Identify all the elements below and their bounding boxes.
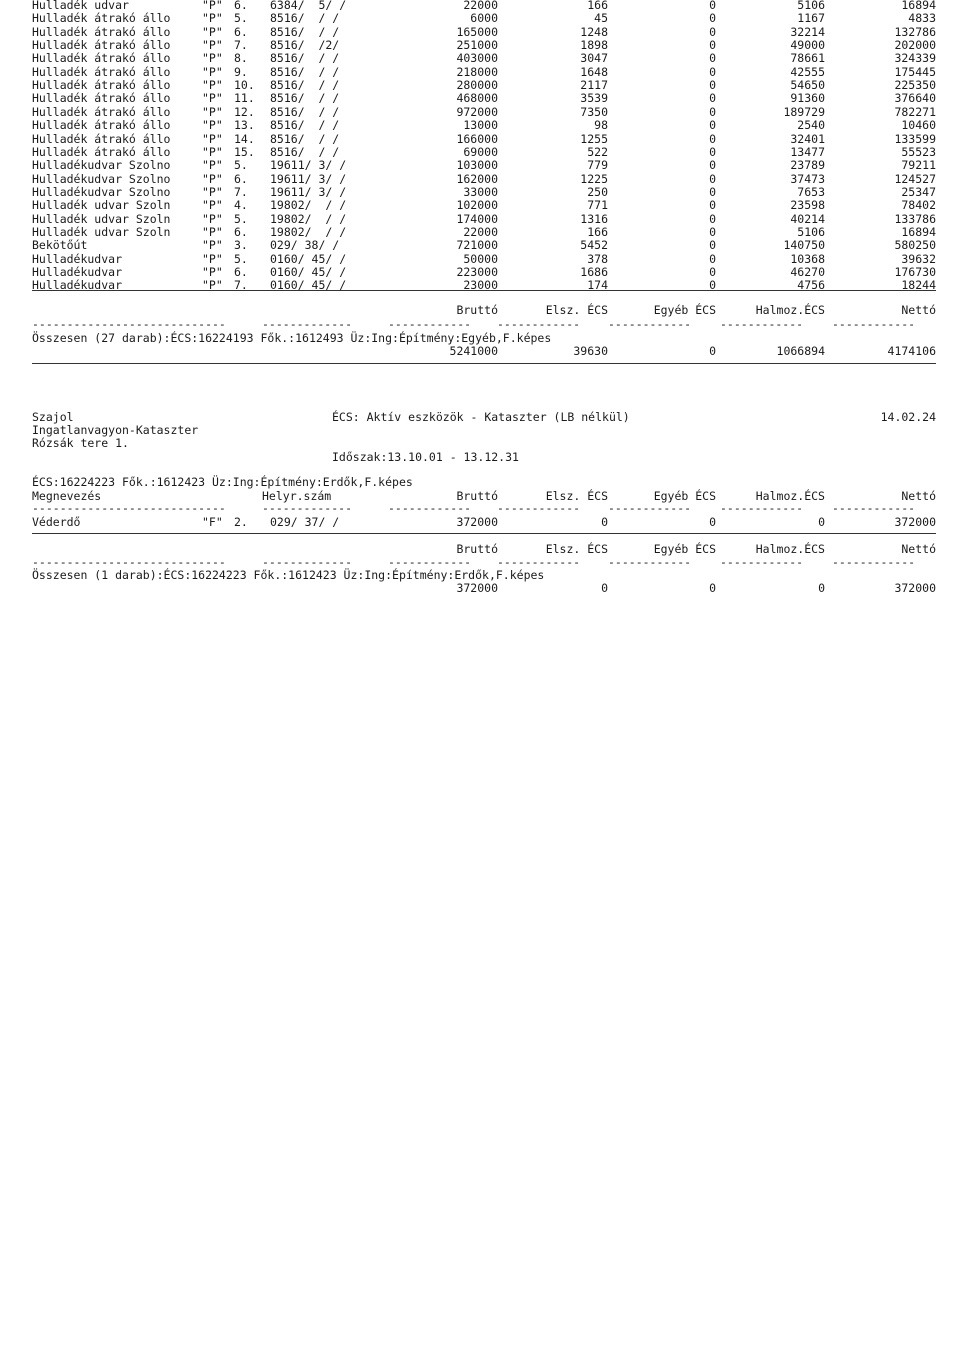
asset-number: 5. [234, 158, 248, 173]
cell-elsz-ecs: 5452 [580, 238, 608, 253]
cell-netto: 16894 [901, 0, 936, 12]
header-elsz-ecs: Elsz. ÉCS [545, 489, 608, 503]
cell-elsz-ecs: 7350 [580, 104, 608, 119]
table-row [0, 92, 960, 105]
asset-type: "P" [202, 198, 223, 213]
cell-halmoz-ecs: 189729 [783, 104, 825, 119]
asset-number: 12. [234, 104, 255, 119]
asset-hrsz: 8516/ / / [270, 51, 340, 66]
report-title: ÉCS: Aktív eszközök - Kataszter (LB nélkül) [332, 410, 630, 424]
table-bottom-rule [32, 290, 936, 291]
asset-hrsz: 8516/ / / [270, 24, 340, 39]
asset-name: Hulladék átrakó állo [32, 131, 171, 146]
cell-egyeb-ecs: 0 [709, 64, 716, 79]
table-row [0, 253, 960, 266]
table-row [0, 186, 960, 199]
table-row [0, 213, 960, 226]
category-text: ÉCS:16224223 Fők.:1612423 Üz:Ing:Építmény:Erdők,F.képes [32, 475, 413, 489]
asset-type: "P" [202, 265, 223, 279]
total-halmoz-ecs: 0 [818, 581, 825, 595]
asset-name: Hulladékudvar [32, 265, 123, 279]
asset-number: 7. [234, 184, 248, 199]
header-netto: Nettó [901, 489, 936, 503]
asset-number: 11. [234, 91, 255, 106]
table-row [0, 146, 960, 159]
summary-text: Összesen (27 darab):ÉCS:16224193 Fők.:1612493 Üz:Ing:Építmény:Egyéb,F.képes [32, 331, 552, 345]
header-netto: Nettó [901, 542, 936, 556]
cell-egyeb-ecs: 0 [709, 104, 716, 119]
row-rule [32, 533, 936, 534]
cell-netto: 39632 [901, 251, 936, 266]
cell-brutto: 166000 [456, 131, 498, 146]
cell-egyeb-ecs: 0 [709, 265, 716, 279]
asset-hrsz: 19611/ 3/ / [270, 171, 347, 186]
cell-halmoz-ecs: 40214 [790, 211, 825, 226]
cell-halmoz-ecs: 42555 [790, 64, 825, 79]
cell-elsz-ecs: 98 [594, 118, 608, 133]
asset-number: 2. [234, 515, 248, 529]
cell-elsz-ecs: 174 [587, 278, 608, 293]
cell-halmoz-ecs: 91360 [790, 91, 825, 106]
asset-type: "P" [202, 91, 223, 106]
asset-type: "P" [202, 131, 223, 146]
asset-name: Hulladékudvar Szolno [32, 184, 171, 199]
table-row [0, 106, 960, 119]
cell-brutto: 223000 [456, 265, 498, 279]
cell-egyeb-ecs: 0 [709, 515, 716, 529]
header-brutto: Bruttó [456, 489, 498, 503]
table-row [0, 516, 960, 529]
asset-name: Hulladék udvar Szoln [32, 224, 171, 239]
asset-hrsz: 19802/ / / [270, 224, 347, 239]
dash-segment: ------------ [720, 317, 804, 331]
dash-segment: ------------ [388, 501, 472, 515]
dash-segment: ------------ [720, 501, 804, 515]
asset-number: 3. [234, 238, 248, 253]
cell-halmoz-ecs: 78661 [790, 51, 825, 66]
asset-name: Hulladék átrakó állo [32, 104, 171, 119]
asset-name: Véderdő [32, 515, 81, 529]
dash-segment: ------------ [497, 555, 581, 569]
asset-name: Hulladék átrakó állo [32, 64, 171, 79]
table-row [0, 239, 960, 252]
header-brutto: Bruttó [456, 542, 498, 556]
asset-number: 7. [234, 38, 248, 53]
asset-hrsz: 8516/ / / [270, 144, 340, 159]
asset-name: Hulladék átrakó állo [32, 91, 171, 106]
cell-brutto: 162000 [456, 171, 498, 186]
asset-number: 6. [234, 171, 248, 186]
table-row [0, 119, 960, 132]
section-end-rule [32, 363, 936, 364]
asset-number: 6. [234, 0, 248, 12]
cell-halmoz-ecs: 54650 [790, 78, 825, 93]
asset-number: 6. [234, 24, 248, 39]
dash-segment: ------------ [608, 555, 692, 569]
cell-netto: 4833 [908, 11, 936, 26]
cell-elsz-ecs: 1898 [580, 38, 608, 53]
cell-netto: 18244 [901, 278, 936, 293]
asset-name: Hulladék átrakó állo [32, 144, 171, 159]
dash-segment: ---------------------------- [32, 317, 226, 331]
asset-type: "P" [202, 251, 223, 266]
asset-number: 6. [234, 265, 248, 279]
summary-column-headers-1 [0, 304, 960, 317]
cell-netto: 372000 [894, 515, 936, 529]
cell-halmoz-ecs: 46270 [790, 265, 825, 279]
dash-segment: ------------ [388, 555, 472, 569]
cell-elsz-ecs: 0 [601, 515, 608, 529]
cell-netto: 176730 [894, 265, 936, 279]
asset-hrsz: 8516/ / / [270, 118, 340, 133]
cell-brutto: 721000 [456, 238, 498, 253]
asset-type: "P" [202, 171, 223, 186]
cell-egyeb-ecs: 0 [709, 171, 716, 186]
asset-number: 7. [234, 278, 248, 293]
asset-number: 5. [234, 211, 248, 226]
cell-elsz-ecs: 1648 [580, 64, 608, 79]
cell-halmoz-ecs: 4756 [797, 278, 825, 293]
cell-netto: 175445 [894, 64, 936, 79]
report-period: Időszak:13.10.01 - 13.12.31 [332, 450, 519, 464]
header-megnevezes: Megnevezés [32, 489, 102, 503]
asset-hrsz: 8516/ / / [270, 64, 340, 79]
cell-elsz-ecs: 3539 [580, 91, 608, 106]
asset-type: "F" [202, 515, 223, 529]
dash-segment: ------------ [388, 317, 472, 331]
cell-netto: 376640 [894, 91, 936, 106]
address: Rózsák tere 1. [32, 436, 129, 450]
cell-egyeb-ecs: 0 [709, 0, 716, 12]
header-halmoz-ecs: Halmoz.ÉCS [755, 542, 825, 556]
cell-brutto: 165000 [456, 24, 498, 39]
total-egyeb-ecs: 0 [709, 344, 716, 358]
asset-hrsz: 029/ 38/ / [270, 238, 340, 253]
total-brutto: 372000 [456, 581, 498, 595]
asset-hrsz: 19611/ 3/ / [270, 184, 347, 199]
cell-brutto: 251000 [456, 38, 498, 53]
summary-totals-2 [0, 582, 960, 595]
cell-egyeb-ecs: 0 [709, 118, 716, 133]
asset-type: "P" [202, 211, 223, 226]
cell-halmoz-ecs: 1167 [797, 11, 825, 26]
table-row [0, 52, 960, 65]
header-egyeb-ecs: Egyéb ÉCS [653, 489, 716, 503]
total-egyeb-ecs: 0 [709, 581, 716, 595]
asset-name: Hulladék átrakó állo [32, 78, 171, 93]
cell-elsz-ecs: 250 [587, 184, 608, 199]
cell-brutto: 218000 [456, 64, 498, 79]
header-netto: Nettó [901, 303, 936, 317]
dash-segment: ------------- [262, 317, 353, 331]
total-netto: 4174106 [887, 344, 936, 358]
cell-netto: 16894 [901, 224, 936, 239]
table-row [0, 159, 960, 172]
cell-halmoz-ecs: 49000 [790, 38, 825, 53]
dash-segment: ------------ [832, 501, 916, 515]
asset-hrsz: 8516/ / / [270, 104, 340, 119]
table-row [0, 226, 960, 239]
cell-elsz-ecs: 166 [587, 224, 608, 239]
table-row [0, 26, 960, 39]
cell-elsz-ecs: 45 [594, 11, 608, 26]
dash-segment: ---------------------------- [32, 555, 226, 569]
cell-elsz-ecs: 1255 [580, 131, 608, 146]
cell-halmoz-ecs: 2540 [797, 118, 825, 133]
cell-brutto: 6000 [470, 11, 498, 26]
cell-brutto: 22000 [463, 0, 498, 12]
table-row [0, 266, 960, 279]
table-row [0, 79, 960, 92]
asset-name: Hulladék udvar [32, 0, 129, 12]
cell-elsz-ecs: 1686 [580, 265, 608, 279]
dash-segment: ------------ [832, 555, 916, 569]
table-row [0, 12, 960, 25]
report-date: 14.02.24 [880, 410, 936, 424]
cell-egyeb-ecs: 0 [709, 11, 716, 26]
cell-egyeb-ecs: 0 [709, 158, 716, 173]
dash-segment: ------------ [608, 317, 692, 331]
cell-halmoz-ecs: 13477 [790, 144, 825, 159]
header-halmoz-ecs: Halmoz.ÉCS [755, 489, 825, 503]
asset-name: Hulladék udvar Szoln [32, 211, 171, 226]
table-row [0, 39, 960, 52]
cell-egyeb-ecs: 0 [709, 278, 716, 293]
asset-type: "P" [202, 0, 223, 12]
header-halmoz-ecs: Halmoz.ÉCS [755, 303, 825, 317]
asset-type: "P" [202, 158, 223, 173]
cell-egyeb-ecs: 0 [709, 78, 716, 93]
asset-hrsz: 0160/ 45/ / [270, 265, 347, 279]
cell-halmoz-ecs: 7653 [797, 184, 825, 199]
cell-egyeb-ecs: 0 [709, 198, 716, 213]
cell-egyeb-ecs: 0 [709, 51, 716, 66]
asset-number: 10. [234, 78, 255, 93]
table-row [0, 173, 960, 186]
cell-egyeb-ecs: 0 [709, 251, 716, 266]
header-brutto: Bruttó [456, 303, 498, 317]
summary-totals-1 [0, 345, 960, 358]
header-egyeb-ecs: Egyéb ÉCS [653, 542, 716, 556]
asset-name: Bekötőút [32, 238, 88, 253]
asset-type: "P" [202, 238, 223, 253]
dash-segment: ------------ [720, 555, 804, 569]
dashed-separator [0, 502, 960, 515]
cell-netto: 324339 [894, 51, 936, 66]
cell-elsz-ecs: 378 [587, 251, 608, 266]
asset-type: "P" [202, 24, 223, 39]
asset-name: Hulladék udvar Szoln [32, 198, 171, 213]
dash-segment: ------------ [608, 501, 692, 515]
asset-name: Hulladékudvar Szolno [32, 171, 171, 186]
cell-netto: 78402 [901, 198, 936, 213]
report-header-line-2 [0, 424, 960, 437]
cell-halmoz-ecs: 140750 [783, 238, 825, 253]
asset-hrsz: 0160/ 45/ / [270, 251, 347, 266]
cell-netto: 580250 [894, 238, 936, 253]
asset-hrsz: 0160/ 45/ / [270, 278, 347, 293]
cell-egyeb-ecs: 0 [709, 144, 716, 159]
asset-number: 6. [234, 224, 248, 239]
report-header-line-4 [0, 451, 960, 464]
cell-netto: 132786 [894, 24, 936, 39]
org-name: Szajol [32, 410, 74, 424]
dash-segment: ------------- [262, 501, 353, 515]
cell-halmoz-ecs: 5106 [797, 224, 825, 239]
asset-hrsz: 029/ 37/ / [270, 515, 340, 529]
cell-halmoz-ecs: 0 [818, 515, 825, 529]
cell-elsz-ecs: 779 [587, 158, 608, 173]
cell-netto: 124527 [894, 171, 936, 186]
cell-halmoz-ecs: 32214 [790, 24, 825, 39]
cell-elsz-ecs: 1316 [580, 211, 608, 226]
cell-netto: 225350 [894, 78, 936, 93]
cell-brutto: 23000 [463, 278, 498, 293]
table-row [0, 0, 960, 12]
cell-egyeb-ecs: 0 [709, 238, 716, 253]
cell-halmoz-ecs: 32401 [790, 131, 825, 146]
cell-brutto: 102000 [456, 198, 498, 213]
asset-hrsz: 8516/ / / [270, 91, 340, 106]
cell-elsz-ecs: 1248 [580, 24, 608, 39]
cell-egyeb-ecs: 0 [709, 211, 716, 226]
cell-elsz-ecs: 771 [587, 198, 608, 213]
cell-elsz-ecs: 1225 [580, 171, 608, 186]
cell-netto: 133786 [894, 211, 936, 226]
asset-type: "P" [202, 64, 223, 79]
cell-elsz-ecs: 3047 [580, 51, 608, 66]
summary-text: Összesen (1 darab):ÉCS:16224223 Fők.:1612423 Üz:Ing:Építmény:Erdők,F.képes [32, 568, 545, 582]
cell-brutto: 403000 [456, 51, 498, 66]
asset-hrsz: 19802/ / / [270, 198, 347, 213]
total-elsz-ecs: 39630 [573, 344, 608, 358]
asset-number: 15. [234, 144, 255, 159]
asset-type: "P" [202, 278, 223, 293]
asset-hrsz: 8516/ / / [270, 78, 340, 93]
asset-hrsz: 8516/ /2/ [270, 38, 340, 53]
asset-hrsz: 19611/ 3/ / [270, 158, 347, 173]
cell-halmoz-ecs: 23598 [790, 198, 825, 213]
cell-egyeb-ecs: 0 [709, 24, 716, 39]
cell-brutto: 972000 [456, 104, 498, 119]
asset-name: Hulladék átrakó állo [32, 51, 171, 66]
asset-name: Hulladék átrakó állo [32, 24, 171, 39]
header-elsz-ecs: Elsz. ÉCS [545, 542, 608, 556]
cell-brutto: 468000 [456, 91, 498, 106]
asset-type: "P" [202, 11, 223, 26]
dash-segment: ---------------------------- [32, 501, 226, 515]
cell-egyeb-ecs: 0 [709, 38, 716, 53]
cell-netto: 202000 [894, 38, 936, 53]
cell-brutto: 174000 [456, 211, 498, 226]
cell-egyeb-ecs: 0 [709, 131, 716, 146]
asset-hrsz: 19802/ / / [270, 211, 347, 226]
cell-netto: 25347 [901, 184, 936, 199]
cell-brutto: 372000 [456, 515, 498, 529]
cell-halmoz-ecs: 37473 [790, 171, 825, 186]
asset-number: 13. [234, 118, 255, 133]
cell-halmoz-ecs: 10368 [790, 251, 825, 266]
cell-elsz-ecs: 166 [587, 0, 608, 12]
cell-elsz-ecs: 522 [587, 144, 608, 159]
cell-egyeb-ecs: 0 [709, 224, 716, 239]
cell-brutto: 13000 [463, 118, 498, 133]
asset-hrsz: 8516/ / / [270, 131, 340, 146]
cell-egyeb-ecs: 0 [709, 91, 716, 106]
table-row [0, 199, 960, 212]
cell-netto: 79211 [901, 158, 936, 173]
report-header-line-3 [0, 437, 960, 450]
cell-halmoz-ecs: 5106 [797, 0, 825, 12]
asset-number: 8. [234, 51, 248, 66]
cell-netto: 133599 [894, 131, 936, 146]
cell-brutto: 103000 [456, 158, 498, 173]
dashed-separator [0, 318, 960, 331]
cell-brutto: 33000 [463, 184, 498, 199]
asset-name: Hulladék átrakó állo [32, 11, 171, 26]
asset-type: "P" [202, 224, 223, 239]
asset-type: "P" [202, 104, 223, 119]
asset-type: "P" [202, 118, 223, 133]
asset-number: 14. [234, 131, 255, 146]
cell-brutto: 50000 [463, 251, 498, 266]
cell-brutto: 22000 [463, 224, 498, 239]
asset-hrsz: 8516/ / / [270, 11, 340, 26]
asset-type: "P" [202, 38, 223, 53]
asset-number: 5. [234, 251, 248, 266]
asset-number: 4. [234, 198, 248, 213]
total-brutto: 5241000 [449, 344, 498, 358]
asset-name: Hulladékudvar Szolno [32, 158, 171, 173]
asset-type: "P" [202, 78, 223, 93]
total-netto: 372000 [894, 581, 936, 595]
dash-segment: ------------ [497, 317, 581, 331]
total-elsz-ecs: 0 [601, 581, 608, 595]
cell-netto: 55523 [901, 144, 936, 159]
dash-segment: ------------- [262, 555, 353, 569]
cell-halmoz-ecs: 23789 [790, 158, 825, 173]
dept-name: Ingatlanvagyon-Kataszter [32, 423, 199, 437]
asset-hrsz: 6384/ 5/ / [270, 0, 347, 12]
asset-number: 5. [234, 11, 248, 26]
category-line [0, 476, 960, 489]
table-row [0, 133, 960, 146]
header-elsz-ecs: Elsz. ÉCS [545, 303, 608, 317]
header-helyrszam: Helyr.szám [262, 489, 332, 503]
asset-type: "P" [202, 144, 223, 159]
asset-name: Hulladékudvar [32, 251, 123, 266]
total-halmoz-ecs: 1066894 [776, 344, 825, 358]
cell-elsz-ecs: 2117 [580, 78, 608, 93]
cell-netto: 782271 [894, 104, 936, 119]
asset-number: 9. [234, 64, 248, 79]
asset-name: Hulladék átrakó állo [32, 38, 171, 53]
cell-egyeb-ecs: 0 [709, 184, 716, 199]
asset-name: Hulladék átrakó állo [32, 118, 171, 133]
table-row [0, 66, 960, 79]
dash-segment: ------------ [832, 317, 916, 331]
cell-brutto: 69000 [463, 144, 498, 159]
cell-brutto: 280000 [456, 78, 498, 93]
dash-segment: ------------ [497, 501, 581, 515]
asset-type: "P" [202, 51, 223, 66]
asset-type: "P" [202, 184, 223, 199]
asset-name: Hulladékudvar [32, 278, 123, 293]
header-egyeb-ecs: Egyéb ÉCS [653, 303, 716, 317]
cell-netto: 10460 [901, 118, 936, 133]
